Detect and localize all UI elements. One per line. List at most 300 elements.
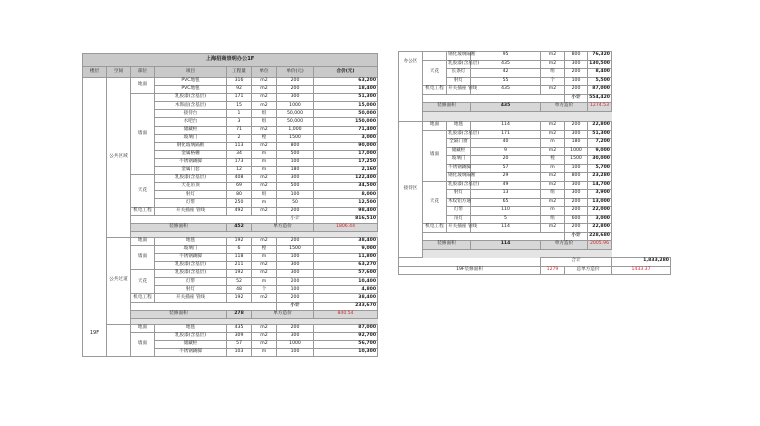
cell-unit: m2 — [252, 183, 277, 191]
cell-item: 开关插座 管线 — [447, 224, 471, 233]
cell-item: 不锈钢踢脚 — [155, 349, 227, 357]
header-item: 项目 — [155, 67, 227, 78]
cell-qty: 1 — [227, 110, 252, 118]
cell-total: 3,000 — [588, 215, 612, 224]
unit-price-label: 单方造价 — [541, 241, 588, 250]
cell-item: 天花吊顶 — [155, 183, 227, 191]
cell-item: 乳胶漆(含基层) — [155, 175, 227, 183]
cell-item: 金属格栅 — [155, 150, 227, 158]
header-total: 合价(元) — [314, 67, 378, 78]
cell-total: 17,250 — [314, 158, 378, 166]
cell-qty: 48 — [227, 286, 252, 294]
cell-qty: 118 — [227, 253, 252, 261]
header-space: 空间 — [107, 67, 131, 78]
cell-qty: 3 — [227, 118, 252, 126]
part-cell — [423, 52, 447, 61]
cell-total: 3,000 — [314, 134, 378, 142]
cell-unit: m — [541, 164, 565, 173]
cell-price: 1000 — [277, 340, 314, 348]
cell-price: 300 — [565, 181, 588, 190]
table-title-row — [83, 54, 378, 67]
area-value: 114 — [471, 241, 541, 250]
cell-total: 57,600 — [314, 270, 378, 278]
cell-unit: m2 — [252, 324, 277, 332]
cell-total: 87,000 — [314, 324, 378, 332]
cell-total: 56,700 — [314, 340, 378, 348]
cell-price: 300 — [277, 270, 314, 278]
cell-item: 钢化玻璃隔断 — [447, 52, 471, 61]
unit-price-value: 840.54 — [314, 310, 378, 318]
cell-qty: 103 — [227, 349, 252, 357]
subtotal-label: 小计 — [565, 232, 588, 241]
cell-item: 乳胶漆(含基层) — [155, 332, 227, 340]
cell-price: 300 — [277, 332, 314, 340]
cell-unit: m — [252, 349, 277, 357]
cell-total: 11,800 — [314, 253, 378, 261]
cell-unit: m2 — [252, 262, 277, 270]
cost-sheet-right — [398, 51, 670, 275]
part-cell: 地面 — [131, 237, 155, 245]
cell-price: 50,000 — [277, 110, 314, 118]
cell-unit: m2 — [252, 270, 277, 278]
cell-item: 木纹铝方通 — [447, 198, 471, 207]
summary-row — [399, 241, 671, 250]
space-cell: 公共区域 — [107, 78, 131, 238]
cell-price: 500 — [277, 183, 314, 191]
floor-cell: 19F — [83, 78, 107, 357]
cell-qty: 192 — [227, 270, 252, 278]
cell-qty: 171 — [227, 94, 252, 102]
cell-item: 开关插座 管线 — [155, 207, 227, 215]
cell-item: 玻璃门 — [155, 134, 227, 142]
cell-unit: m2 — [541, 130, 565, 139]
subtotal-label: 小计 — [277, 302, 314, 310]
cell-price: 200 — [277, 78, 314, 86]
cell-total: 7,200 — [588, 139, 612, 148]
floor-total-row — [399, 266, 671, 275]
cell-qty: 492 — [227, 207, 252, 215]
cell-unit: m2 — [252, 94, 277, 102]
cell-item: 不锈钢踢脚 — [447, 164, 471, 173]
part-cell: 墙面 — [131, 332, 155, 356]
cell-item: 钢化玻璃隔断 — [155, 142, 227, 150]
cell-item: 灯带 — [155, 278, 227, 286]
cell-price: 100 — [277, 253, 314, 261]
cell-price: 100 — [277, 286, 314, 294]
cell-unit: m2 — [252, 142, 277, 150]
cell-qty: 5 — [471, 215, 541, 224]
cell-qty: 49 — [471, 181, 541, 190]
cell-unit: m — [252, 199, 277, 207]
cell-total: 12,500 — [314, 199, 378, 207]
cell-qty: 42 — [471, 69, 541, 78]
floor-area-label: 19F装修面积 — [399, 266, 541, 275]
cell-price: 1500 — [277, 134, 314, 142]
cell-total: 150,000 — [314, 118, 378, 126]
cell-unit: m — [252, 253, 277, 261]
cell-unit: m2 — [252, 332, 277, 340]
cell-item: 开关插座 管线 — [447, 86, 471, 95]
part-cell: 机电工程 — [131, 294, 155, 302]
cell-price: 300 — [277, 262, 314, 270]
cell-price: 200 — [565, 224, 588, 233]
part-cell: 地面 — [131, 78, 155, 94]
cell-unit: 樘 — [541, 156, 565, 165]
cell-qty: 435 — [471, 86, 541, 95]
cell-total: 10,400 — [314, 278, 378, 286]
part-cell: 天花 — [423, 60, 447, 86]
cell-item: 地毯 — [155, 324, 227, 332]
cell-qty: 171 — [471, 130, 541, 139]
cell-qty: 13 — [471, 190, 541, 199]
cell-price: 100 — [565, 164, 588, 173]
cell-total: 50,000 — [314, 110, 378, 118]
area-label: 装修面积 — [131, 223, 227, 231]
cell-total: 34,500 — [314, 183, 378, 191]
cell-price: 1500 — [277, 245, 314, 253]
unit-price-value: 1806.44 — [314, 223, 378, 231]
cell-total: 5,700 — [588, 164, 612, 173]
subtotal-label: 小计 — [277, 215, 314, 223]
grand-total-value: 1,833,280 — [612, 258, 671, 267]
cell-item: 长条灯 — [447, 69, 471, 78]
table-row — [399, 52, 671, 61]
table-title: 上海招商崇明办公1F — [83, 54, 378, 67]
header-qty: 工程量 — [227, 67, 252, 78]
unit-price-value: 2005.96 — [588, 241, 612, 250]
cell-price: 180 — [565, 139, 588, 148]
cell-total: 130,500 — [588, 60, 612, 69]
space-cell: 公共过道 — [107, 237, 131, 324]
cell-item: PVC地毯 — [155, 86, 227, 94]
cell-item: 射灯 — [447, 190, 471, 199]
cell-unit: 组 — [541, 69, 565, 78]
subtotal-row — [399, 94, 671, 103]
cell-price: 800 — [565, 52, 588, 61]
part-cell: 墙面 — [423, 130, 447, 181]
cell-qty: 57 — [227, 340, 252, 348]
cell-item: 地毯 — [447, 122, 471, 131]
subtotal-value: 816,510 — [314, 215, 378, 223]
cell-total: 8,400 — [588, 69, 612, 78]
cell-unit: m2 — [252, 102, 277, 110]
cell-price: 200 — [565, 198, 588, 207]
cell-price: 100 — [277, 191, 314, 199]
cell-total: 18,400 — [314, 86, 378, 94]
cell-price: 200 — [277, 86, 314, 94]
cell-unit: m2 — [541, 181, 565, 190]
cell-price: 300 — [565, 60, 588, 69]
cell-unit: 组 — [252, 110, 277, 118]
cell-total: 22,000 — [588, 207, 612, 216]
cell-unit: m2 — [252, 294, 277, 302]
cell-price: 200 — [277, 278, 314, 286]
cell-total: 87,000 — [588, 86, 612, 95]
cell-unit: m — [541, 139, 565, 148]
cell-total: 76,320 — [588, 52, 612, 61]
cell-qty: 80 — [227, 191, 252, 199]
cell-total: 22,800 — [588, 122, 612, 131]
cell-item: 玻璃门 — [447, 156, 471, 165]
part-cell: 墙面 — [131, 245, 155, 269]
part-cell: 机电工程 — [131, 207, 155, 215]
space-cell: 接待区 — [399, 122, 423, 258]
cell-total: 90,000 — [314, 142, 378, 150]
space-cell: 办公区 — [399, 52, 423, 122]
area-label: 装修面积 — [423, 241, 471, 250]
cell-qty: 211 — [227, 262, 252, 270]
cell-price: 200 — [565, 207, 588, 216]
header-price: 单价(元) — [277, 67, 314, 78]
part-cell: 天花 — [131, 270, 155, 294]
cell-unit: 个 — [252, 286, 277, 294]
cell-item: PVC地毯 — [155, 78, 227, 86]
table-row — [399, 181, 671, 190]
cell-price: 600 — [565, 215, 588, 224]
cell-total: 98,400 — [314, 207, 378, 215]
cell-qty: 40 — [471, 139, 541, 148]
cell-item: 乳胶漆(含基层) — [155, 94, 227, 102]
cell-qty: 71 — [227, 126, 252, 134]
cell-price: 200 — [277, 207, 314, 215]
header-unit: 单位 — [252, 67, 277, 78]
cell-qty: 29 — [471, 173, 541, 182]
cell-qty: 95 — [471, 52, 541, 61]
cell-unit: m2 — [541, 224, 565, 233]
overall-unit-price-label: 总单方造价 — [565, 266, 612, 275]
summary-row — [399, 103, 671, 112]
cell-price: 500 — [277, 150, 314, 158]
cell-unit: m2 — [541, 147, 565, 156]
cell-qty: 12 — [227, 167, 252, 175]
table-row — [399, 86, 671, 95]
cell-total: 51,300 — [588, 130, 612, 139]
cell-item: 乳胶漆(含基层) — [155, 270, 227, 278]
cell-qty: 114 — [471, 224, 541, 233]
table-row — [399, 224, 671, 233]
cell-item: 接待台 — [155, 110, 227, 118]
table-row — [83, 237, 378, 245]
cell-unit: m — [252, 150, 277, 158]
part-cell: 地面 — [131, 324, 155, 332]
cell-total: 10,300 — [314, 349, 378, 357]
cell-qty: 435 — [471, 60, 541, 69]
cell-item: 灯带 — [155, 199, 227, 207]
table-header-row — [83, 67, 378, 78]
cell-qty: 92 — [227, 86, 252, 94]
cell-unit: m2 — [541, 86, 565, 95]
part-cell: 机电工程 — [423, 86, 447, 95]
part-cell: 墙面 — [131, 94, 155, 175]
cell-qty: 316 — [227, 78, 252, 86]
gap-row — [399, 249, 671, 258]
unit-price-label: 单方造价 — [541, 103, 588, 112]
cell-unit: m — [252, 167, 277, 175]
cell-item: 吊灯 — [447, 215, 471, 224]
cell-total: 38,400 — [314, 237, 378, 245]
cell-item: 灯带 — [447, 207, 471, 216]
cell-price: 200 — [565, 86, 588, 95]
cell-qty: 34 — [227, 150, 252, 158]
cell-unit: m2 — [541, 52, 565, 61]
cell-qty: 309 — [227, 332, 252, 340]
cell-qty: 250 — [227, 199, 252, 207]
subtotal-value: 228,680 — [588, 232, 612, 241]
cell-item: 储藏柜 — [447, 147, 471, 156]
cell-unit: m2 — [252, 86, 277, 94]
header-floor: 楼层 — [83, 67, 107, 78]
cell-total: 92,700 — [314, 332, 378, 340]
cell-price: 1000 — [277, 102, 314, 110]
cell-qty: 6 — [227, 245, 252, 253]
cell-item: 乳胶漆(含基层) — [155, 262, 227, 270]
cell-item: 乳胶漆(含基层) — [447, 130, 471, 139]
cell-price: 1500 — [565, 156, 588, 165]
part-cell: 机电工程 — [423, 224, 447, 233]
cell-qty: 113 — [227, 142, 252, 150]
cell-unit: m2 — [252, 237, 277, 245]
cost-sheet-left — [82, 53, 377, 357]
cell-item: 开关插座 管线 — [155, 294, 227, 302]
cell-qty: 55 — [471, 77, 541, 86]
cell-total: 3,900 — [588, 190, 612, 199]
cost-table-right — [398, 51, 671, 275]
area-label: 装修面积 — [131, 310, 227, 318]
cost-table-left — [82, 53, 378, 357]
cell-qty: 110 — [471, 207, 541, 216]
cell-price: 50,000 — [277, 118, 314, 126]
cell-total: 2,160 — [314, 167, 378, 175]
cell-total: 30,000 — [588, 156, 612, 165]
part-cell: 天花 — [423, 181, 447, 224]
cell-price: 50 — [277, 199, 314, 207]
unit-price-value: 1274.53 — [588, 103, 612, 112]
cell-price: 300 — [277, 94, 314, 102]
cell-total: 23,280 — [588, 173, 612, 182]
cell-total: 14,700 — [588, 181, 612, 190]
cell-total: 17,000 — [314, 150, 378, 158]
cell-item: 水吧台 — [155, 118, 227, 126]
cell-item: 金属门套 — [155, 167, 227, 175]
subtotal-value: 554,420 — [588, 94, 612, 103]
cell-qty: 2 — [227, 134, 252, 142]
cell-qty: 69 — [227, 183, 252, 191]
cell-price: 180 — [277, 167, 314, 175]
cell-item: 储藏柜 — [155, 340, 227, 348]
cell-item: 钢化玻璃隔断 — [447, 173, 471, 182]
cell-total: 63,270 — [314, 262, 378, 270]
table-row — [399, 122, 671, 131]
cell-unit: m — [252, 278, 277, 286]
cell-item: 射灯 — [155, 191, 227, 199]
cell-price: 200 — [277, 294, 314, 302]
cell-price: 100 — [565, 77, 588, 86]
cell-total: 9,000 — [314, 245, 378, 253]
cell-item: 射灯 — [447, 77, 471, 86]
cell-total: 38,400 — [314, 294, 378, 302]
cell-item: 射灯 — [155, 286, 227, 294]
cell-total: 9,000 — [588, 147, 612, 156]
cell-unit: m2 — [252, 175, 277, 183]
cell-item: 储藏柜 — [155, 126, 227, 134]
cell-total: 71,400 — [314, 126, 378, 134]
cell-total: 4,800 — [314, 286, 378, 294]
table-row — [83, 78, 378, 86]
cell-total: 122,400 — [314, 175, 378, 183]
cell-qty: 173 — [227, 158, 252, 166]
cell-unit: 组 — [541, 215, 565, 224]
part-cell: 天花 — [131, 175, 155, 207]
cell-total: 51,300 — [314, 94, 378, 102]
cell-price: 300 — [565, 190, 588, 199]
cell-unit: m2 — [252, 207, 277, 215]
cell-unit: 组 — [541, 190, 565, 199]
cell-qty: 192 — [227, 294, 252, 302]
cell-total: 15,000 — [314, 102, 378, 110]
floor-area-value: 1279 — [541, 266, 565, 275]
cell-total: 63,200 — [314, 78, 378, 86]
cell-item: 不锈钢踢脚 — [155, 158, 227, 166]
cell-price: 200 — [565, 69, 588, 78]
subtotal-row — [399, 232, 671, 241]
cell-price: 1000 — [565, 147, 588, 156]
cell-unit: m2 — [541, 198, 565, 207]
cell-total: 8,000 — [314, 191, 378, 199]
cell-unit: m2 — [541, 122, 565, 131]
area-value: 435 — [471, 103, 541, 112]
cell-item: 木饰面(含基层) — [155, 102, 227, 110]
cell-qty: 9 — [471, 147, 541, 156]
cell-qty: 408 — [227, 175, 252, 183]
cell-price: 100 — [277, 349, 314, 357]
cell-price: 800 — [277, 142, 314, 150]
subtotal-label: 小计 — [565, 94, 588, 103]
cell-price: 200 — [277, 324, 314, 332]
cell-price: 200 — [565, 122, 588, 131]
cell-item: 玻璃门 — [155, 245, 227, 253]
cell-price: 1,000 — [277, 126, 314, 134]
table-row — [399, 130, 671, 139]
cell-total: 13,000 — [588, 198, 612, 207]
area-value: 278 — [227, 310, 252, 318]
cell-qty: 15 — [227, 102, 252, 110]
cell-price: 300 — [565, 130, 588, 139]
grand-total-label: 合计 — [541, 258, 612, 267]
cell-unit: m2 — [252, 126, 277, 134]
part-cell: 地面 — [423, 122, 447, 131]
cell-price: 300 — [277, 175, 314, 183]
cell-item: 地毯 — [155, 237, 227, 245]
cell-item: 乳胶漆(含基层) — [447, 181, 471, 190]
cell-unit: m2 — [252, 340, 277, 348]
cell-qty: 192 — [227, 237, 252, 245]
table-row — [83, 324, 378, 332]
gap-row — [399, 111, 671, 119]
cell-qty: 20 — [471, 156, 541, 165]
cell-item: 乳胶漆(含基层) — [447, 60, 471, 69]
cell-qty: 65 — [471, 198, 541, 207]
overall-unit-price-value: 1433.37 — [612, 266, 671, 275]
area-value: 452 — [227, 223, 252, 231]
cell-qty: 435 — [227, 324, 252, 332]
grand-total-row — [399, 258, 671, 267]
cell-item: 不锈钢踢脚 — [155, 253, 227, 261]
cell-unit: m — [541, 207, 565, 216]
cell-price: 200 — [277, 237, 314, 245]
cell-item: 全隔门窗 — [447, 139, 471, 148]
cell-unit: 组 — [252, 118, 277, 126]
table-row — [399, 60, 671, 69]
